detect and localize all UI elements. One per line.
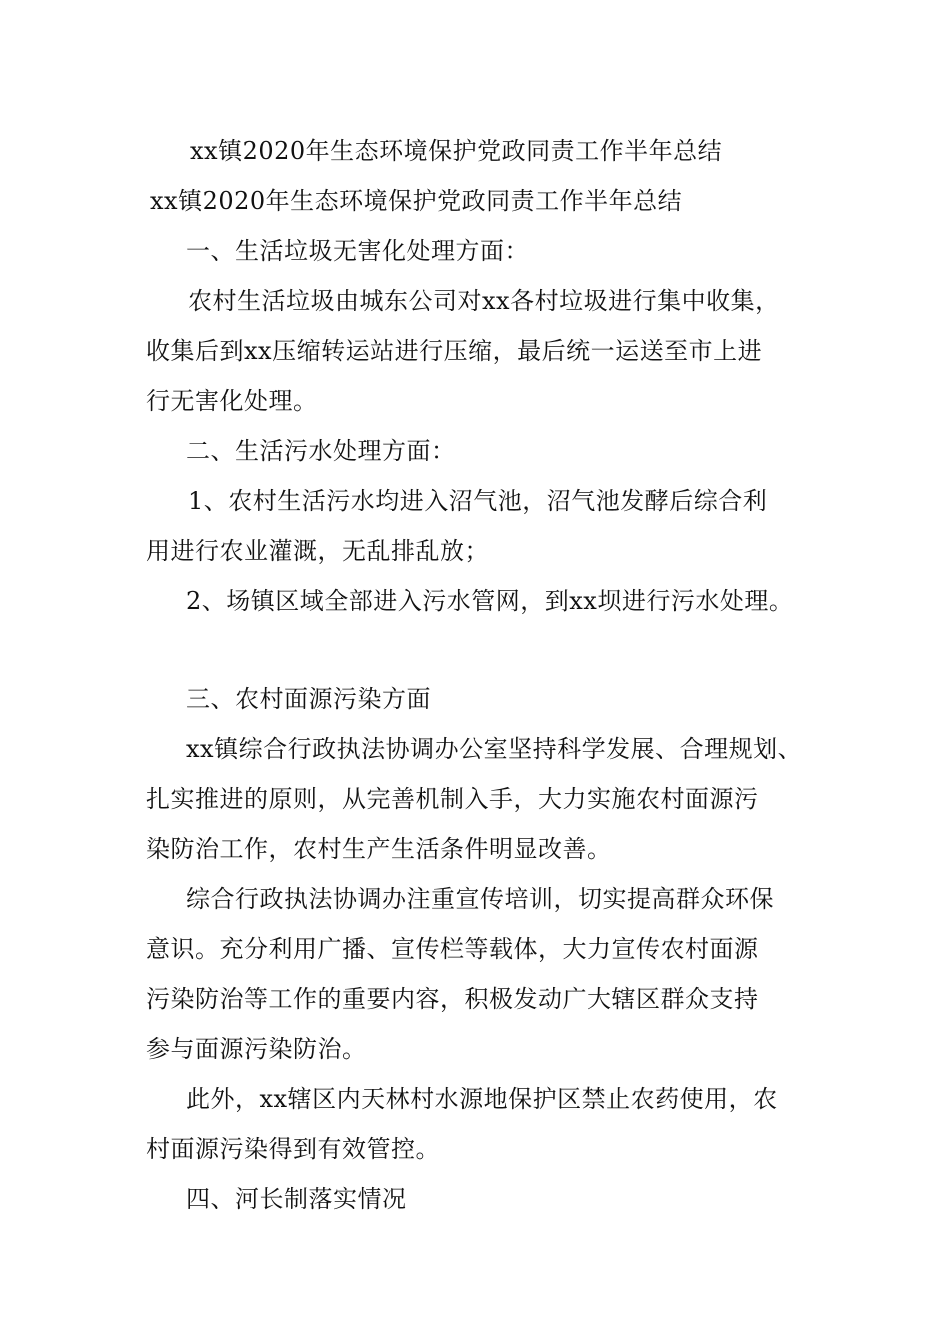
paragraph-line: 综合行政执法协调办注重宣传培训，切实提高群众环保 (186, 885, 774, 913)
section-heading: 二、生活污水处理方面： (186, 437, 456, 465)
section-heading: 四、河长制落实情况 (186, 1185, 407, 1213)
paragraph-line: 农村生活垃圾由城东公司对xx各村垃圾进行集中收集， (188, 287, 780, 315)
paragraph-line: 2、场镇区域全部进入污水管网，到xx坝进行污水处理。 (186, 587, 794, 615)
paragraph-line: 扎实推进的原则，从完善机制入手，大力实施农村面源污 (146, 785, 759, 813)
paragraph-line: xx镇综合行政执法协调办公室坚持科学发展、合理规划、 (186, 735, 803, 763)
paragraph-line: 村面源污染得到有效管控。 (146, 1135, 440, 1163)
paragraph-line: 1、农村生活污水均进入沼气池，沼气池发酵后综合利 (188, 487, 768, 515)
document-title: xx镇2020年生态环境保护党政同责工作半年总结 (190, 137, 723, 165)
paragraph-line: 行无害化处理。 (146, 387, 318, 415)
paragraph-line: 染防治工作，农村生产生活条件明显改善。 (146, 835, 612, 863)
paragraph-line: 意识。充分利用广播、宣传栏等载体，大力宣传农村面源 (146, 935, 759, 963)
section-heading: 三、农村面源污染方面 (186, 685, 431, 713)
paragraph-line: 此外，xx辖区内天林村水源地保护区禁止农药使用，农 (186, 1085, 778, 1113)
paragraph-line: 用进行农业灌溉，无乱排乱放； (146, 537, 489, 565)
document-title-repeat: xx镇2020年生态环境保护党政同责工作半年总结 (150, 187, 683, 215)
paragraph-line: 收集后到xx压缩转运站进行压缩，最后统一运送至市上进 (146, 337, 763, 365)
paragraph-line: 参与面源污染防治。 (146, 1035, 367, 1063)
paragraph-line: 污染防治等工作的重要内容，积极发动广大辖区群众支持 (146, 985, 759, 1013)
section-heading: 一、生活垃圾无害化处理方面： (186, 237, 529, 265)
